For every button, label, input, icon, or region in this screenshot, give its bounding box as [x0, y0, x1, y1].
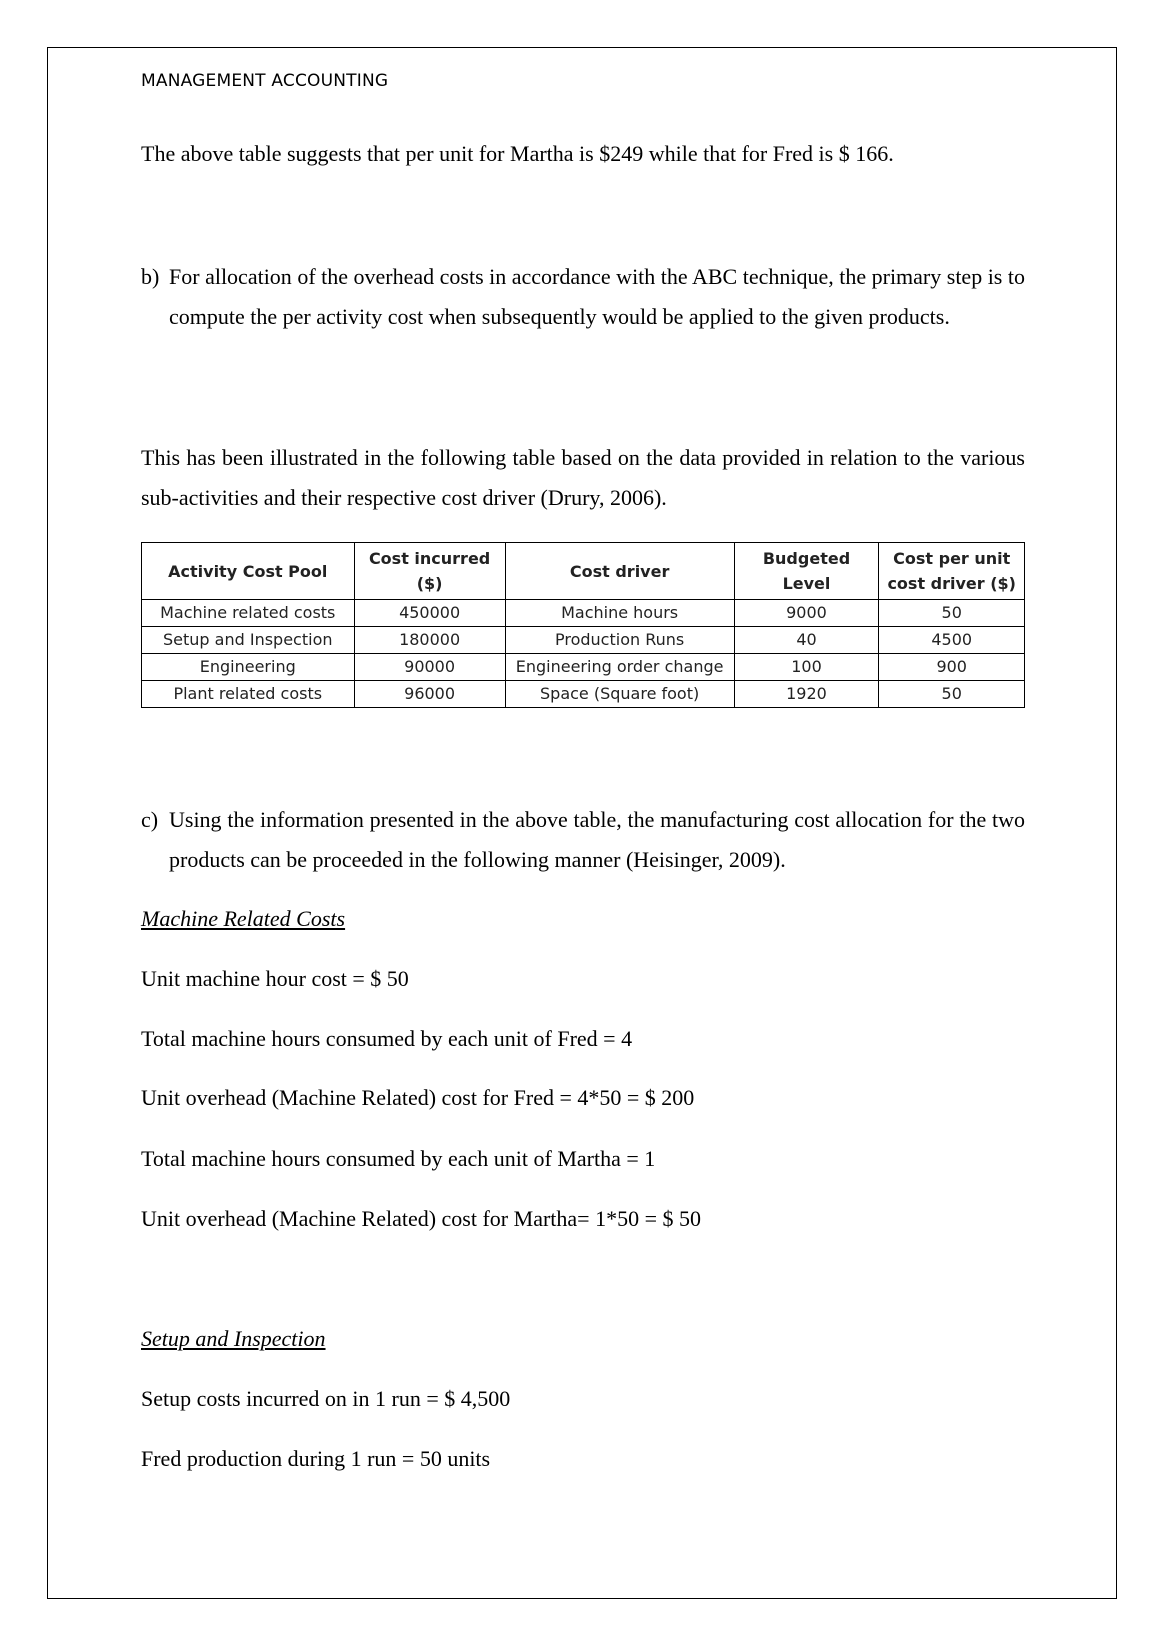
- table-header-cell: Cost incurred ($): [354, 543, 505, 600]
- machine-line: Unit machine hour cost = $ 50: [141, 966, 409, 991]
- table-cell: 40: [734, 627, 879, 654]
- table-cell: Machine related costs: [142, 600, 355, 627]
- table-cell: 180000: [354, 627, 505, 654]
- table-cell: 9000: [734, 600, 879, 627]
- table-cell: Setup and Inspection: [142, 627, 355, 654]
- list-item-c: [141, 800, 1025, 880]
- list-marker-b: b): [141, 264, 160, 289]
- table-cell: 96000: [354, 681, 505, 708]
- table-row: [142, 654, 1025, 681]
- table-cell: Engineering order change: [505, 654, 734, 681]
- setup-section-heading: Setup and Inspection: [141, 1326, 326, 1351]
- machine-line: Total machine hours consumed by each unit of Martha = 1: [141, 1146, 656, 1171]
- table-cell: 4500: [879, 627, 1025, 654]
- page-header: MANAGEMENT ACCOUNTING: [141, 71, 389, 91]
- table-cell: Engineering: [142, 654, 355, 681]
- machine-line: Unit overhead (Machine Related) cost for Martha= 1*50 = $ 50: [141, 1206, 701, 1231]
- table-cell: Production Runs: [505, 627, 734, 654]
- table-header-cell: Budgeted Level: [734, 543, 879, 600]
- table-row: [142, 600, 1025, 627]
- intro-paragraph: The above table suggests that per unit for Martha is $249 while that for Fred is $ 166.: [141, 141, 894, 166]
- table-cell: 100: [734, 654, 879, 681]
- table-row: [142, 681, 1025, 708]
- table-cell: 50: [879, 681, 1025, 708]
- table-cell: Space (Square foot): [505, 681, 734, 708]
- list-text-b: For allocation of the overhead costs in accordance with the ABC technique, the primary step is to compute the per activity cost when subsequently would be applied to the given products.: [169, 264, 1025, 329]
- table-cell: 1920: [734, 681, 879, 708]
- table-cell: 900: [879, 654, 1025, 681]
- table-header-row: [142, 543, 1025, 600]
- machine-line: Unit overhead (Machine Related) cost for Fred = 4*50 = $ 200: [141, 1085, 695, 1110]
- list-text-c: Using the information presented in the above table, the manufacturing cost allocation for the two products can be proceeded in the following manner (Heisinger, 2009).: [169, 807, 1025, 872]
- setup-line: Setup costs incurred on in 1 run = $ 4,500: [141, 1386, 511, 1411]
- machine-line: Total machine hours consumed by each unit of Fred = 4: [141, 1026, 633, 1051]
- table-header-cell: Cost per unit cost driver ($): [879, 543, 1025, 600]
- table-row: [142, 627, 1025, 654]
- table-cell: 450000: [354, 600, 505, 627]
- machine-section-heading: Machine Related Costs: [141, 906, 346, 931]
- setup-line: Fred production during 1 run = 50 units: [141, 1446, 491, 1471]
- illustrated-paragraph: This has been illustrated in the following table based on the data provided in relation to the various sub-activities and their respective cost driver (Drury, 2006).: [141, 445, 1025, 510]
- table-cell: 90000: [354, 654, 505, 681]
- table-cell: Plant related costs: [142, 681, 355, 708]
- table-header-cell: Activity Cost Pool: [142, 543, 355, 600]
- table-header-cell: Cost driver: [505, 543, 734, 600]
- activity-cost-table: [141, 542, 1025, 708]
- list-item-b: [141, 257, 1025, 337]
- table-cell: 50: [879, 600, 1025, 627]
- table-cell: Machine hours: [505, 600, 734, 627]
- list-marker-c: c): [141, 807, 159, 832]
